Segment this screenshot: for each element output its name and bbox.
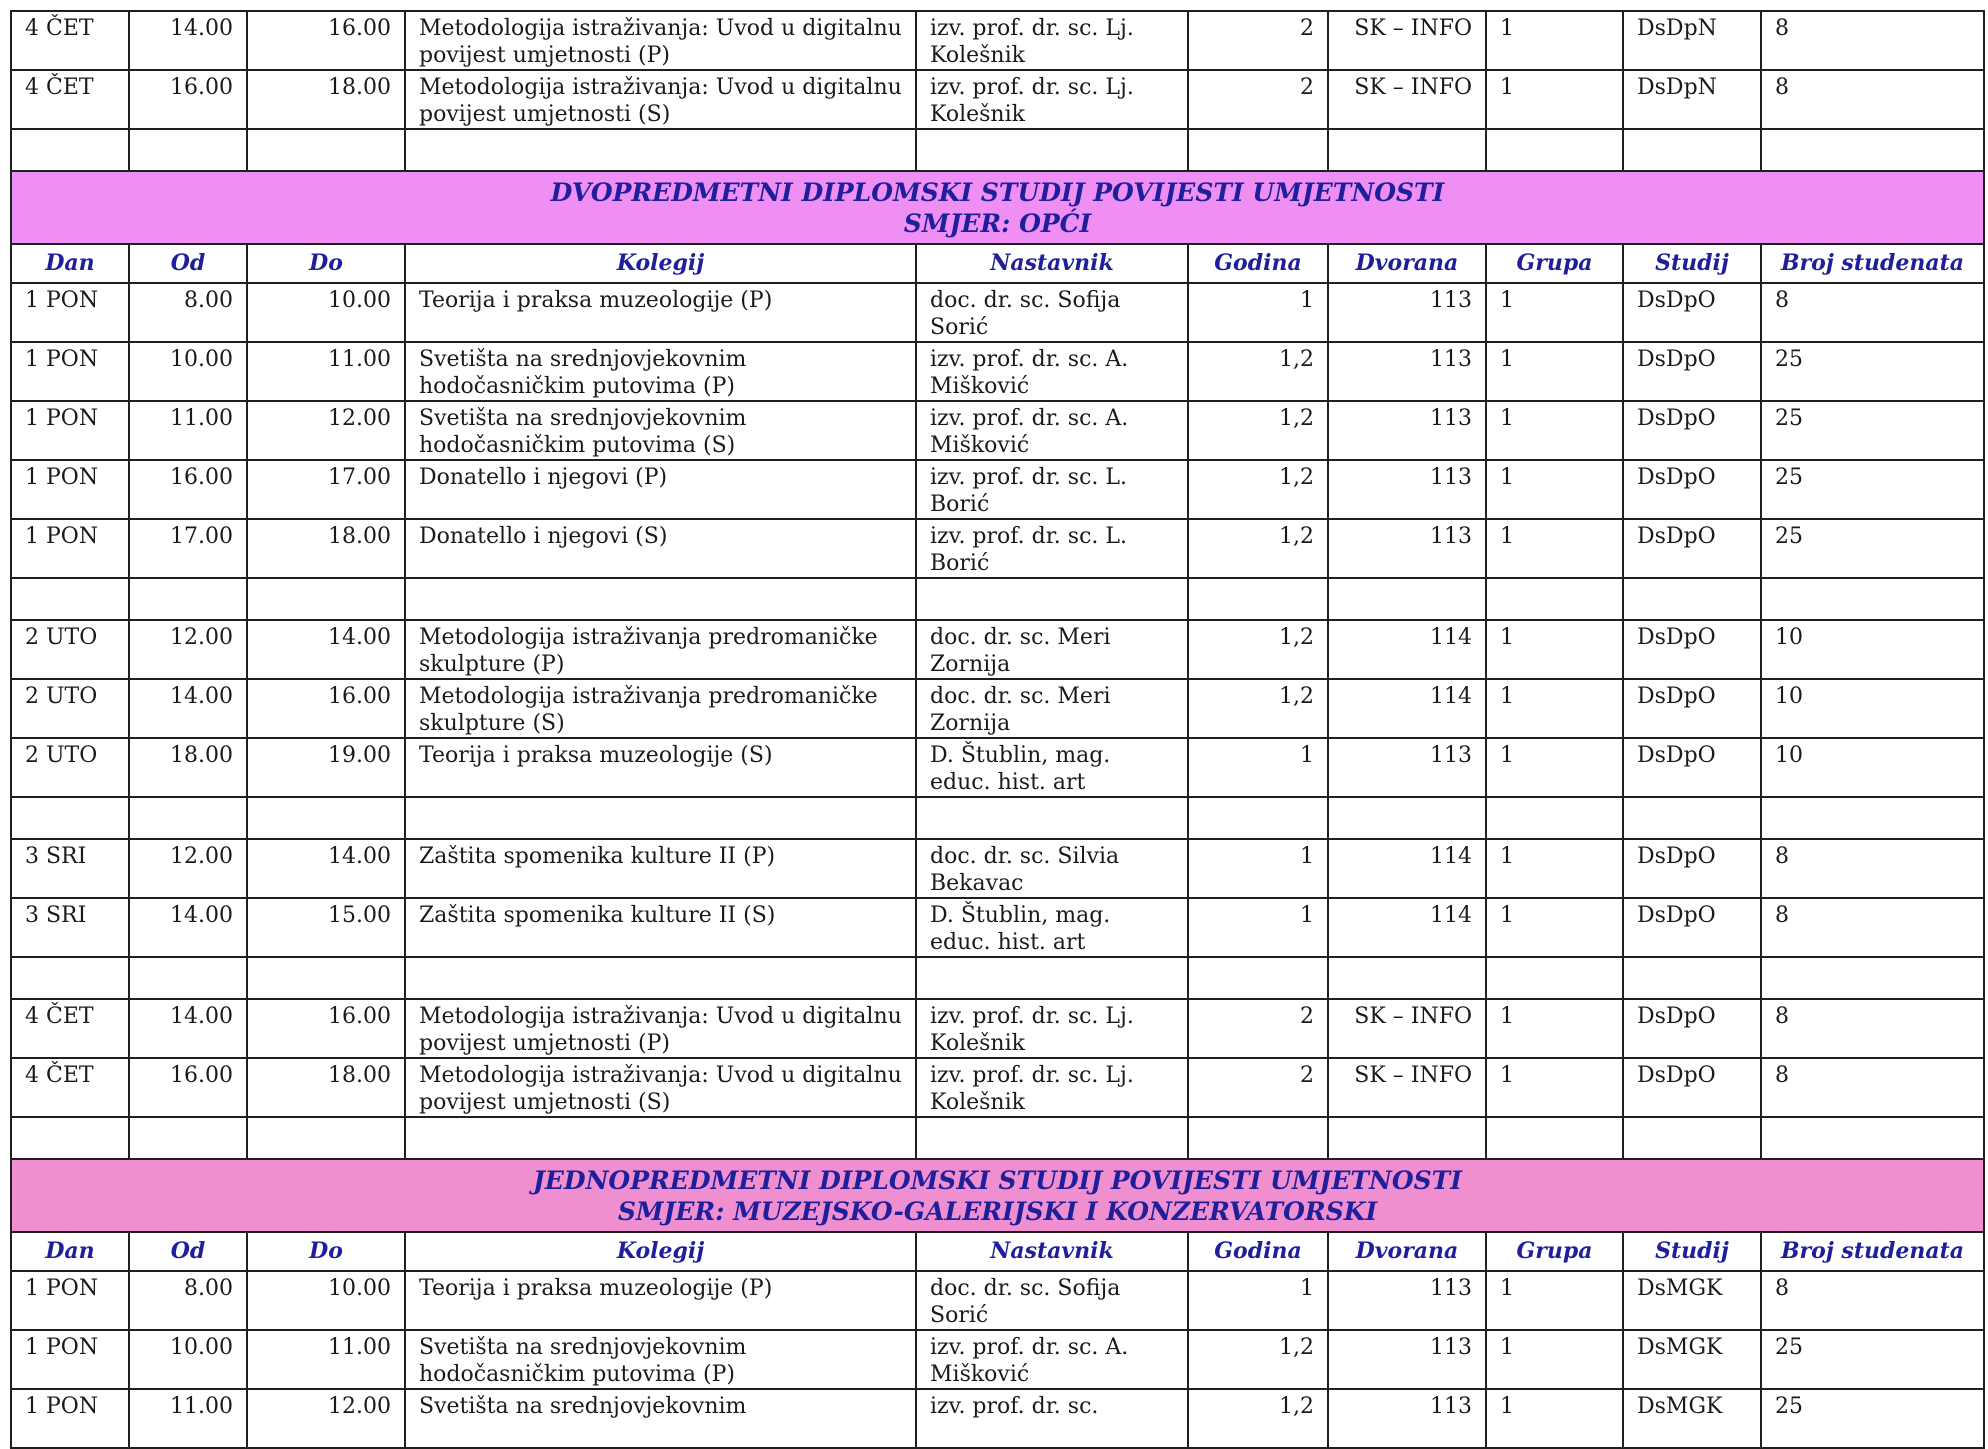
cell-room: 114 bbox=[1328, 679, 1486, 738]
cell-to: 17.00 bbox=[247, 460, 405, 519]
empty-cell bbox=[1486, 1117, 1623, 1159]
empty-cell bbox=[247, 129, 405, 171]
cell-room: 113 bbox=[1328, 460, 1486, 519]
cell-room: 113 bbox=[1328, 519, 1486, 578]
empty-cell bbox=[916, 1117, 1188, 1159]
cell-teacher: izv. prof. dr. sc. Lj. Kolešnik bbox=[916, 1058, 1188, 1117]
empty-cell bbox=[1623, 957, 1761, 999]
cell-group: 1 bbox=[1486, 999, 1623, 1058]
cell-students: 10 bbox=[1761, 738, 1984, 797]
empty-cell bbox=[11, 129, 129, 171]
cell-study: DsDpO bbox=[1623, 283, 1761, 342]
cell-year: 1,2 bbox=[1188, 1389, 1328, 1448]
cell-teacher: izv. prof. dr. sc. A. Mišković bbox=[916, 1330, 1188, 1389]
table-row bbox=[11, 519, 1984, 578]
empty-cell bbox=[405, 578, 916, 620]
section-title-line1: DVOPREDMETNI DIPLOMSKI STUDIJ POVIJESTI UMJETNOSTI bbox=[550, 177, 1445, 207]
empty-cell bbox=[247, 797, 405, 839]
cell-day: 3 SRI bbox=[11, 898, 129, 957]
empty-cell bbox=[1623, 578, 1761, 620]
cell-from: 12.00 bbox=[129, 839, 247, 898]
empty-cell bbox=[916, 578, 1188, 620]
cell-teacher: doc. dr. sc. Meri Zornija bbox=[916, 620, 1188, 679]
cell-day: 1 PON bbox=[11, 1389, 129, 1448]
cell-group: 1 bbox=[1486, 620, 1623, 679]
spacer-row bbox=[11, 957, 1984, 999]
cell-year: 2 bbox=[1188, 11, 1328, 70]
empty-cell bbox=[1328, 957, 1486, 999]
cell-group: 1 bbox=[1486, 70, 1623, 129]
empty-cell bbox=[1761, 797, 1984, 839]
cell-group: 1 bbox=[1486, 1271, 1623, 1330]
cell-day: 1 PON bbox=[11, 519, 129, 578]
empty-cell bbox=[1486, 129, 1623, 171]
cell-teacher: doc. dr. sc. Sofija Sorić bbox=[916, 1271, 1188, 1330]
cell-day: 1 PON bbox=[11, 283, 129, 342]
cell-from: 8.00 bbox=[129, 1271, 247, 1330]
cell-group: 1 bbox=[1486, 401, 1623, 460]
cell-teacher: doc. dr. sc. Silvia Bekavac bbox=[916, 839, 1188, 898]
cell-to: 16.00 bbox=[247, 679, 405, 738]
cell-students: 8 bbox=[1761, 999, 1984, 1058]
cell-to: 11.00 bbox=[247, 1330, 405, 1389]
cell-group: 1 bbox=[1486, 342, 1623, 401]
cell-study: DsDpN bbox=[1623, 11, 1761, 70]
cell-course: Donatello i njegovi (P) bbox=[405, 460, 916, 519]
cell-room: 113 bbox=[1328, 1389, 1486, 1448]
cell-group: 1 bbox=[1486, 1330, 1623, 1389]
cell-year: 1,2 bbox=[1188, 519, 1328, 578]
cell-study: DsDpO bbox=[1623, 738, 1761, 797]
cell-students: 8 bbox=[1761, 839, 1984, 898]
empty-cell bbox=[1761, 578, 1984, 620]
cell-students: 8 bbox=[1761, 283, 1984, 342]
empty-cell bbox=[405, 957, 916, 999]
table-row bbox=[11, 679, 1984, 738]
cell-year: 2 bbox=[1188, 999, 1328, 1058]
cell-teacher: izv. prof. dr. sc. bbox=[916, 1389, 1188, 1448]
empty-cell bbox=[1623, 129, 1761, 171]
cell-teacher: izv. prof. dr. sc. A. Mišković bbox=[916, 401, 1188, 460]
cell-group: 1 bbox=[1486, 898, 1623, 957]
cell-day: 1 PON bbox=[11, 1330, 129, 1389]
cell-room: SK – INFO bbox=[1328, 999, 1486, 1058]
cell-students: 8 bbox=[1761, 70, 1984, 129]
cell-room: 113 bbox=[1328, 401, 1486, 460]
empty-cell bbox=[1486, 797, 1623, 839]
cell-year: 2 bbox=[1188, 70, 1328, 129]
cell-study: DsDpO bbox=[1623, 1058, 1761, 1117]
cell-to: 16.00 bbox=[247, 999, 405, 1058]
cell-year: 1,2 bbox=[1188, 460, 1328, 519]
cell-course: Svetišta na srednjovjekovnim hodočasničkim putovima (P) bbox=[405, 342, 916, 401]
column-header-to: Do bbox=[247, 244, 405, 283]
table-row bbox=[11, 1058, 1984, 1117]
cell-room: 114 bbox=[1328, 898, 1486, 957]
cell-room: 113 bbox=[1328, 283, 1486, 342]
cell-study: DsDpO bbox=[1623, 679, 1761, 738]
table-row bbox=[11, 839, 1984, 898]
table-row bbox=[11, 1330, 1984, 1389]
cell-to: 14.00 bbox=[247, 620, 405, 679]
cell-course: Svetišta na srednjovjekovnim hodočasničkim putovima (S) bbox=[405, 401, 916, 460]
cell-day: 2 UTO bbox=[11, 679, 129, 738]
spacer-row bbox=[11, 797, 1984, 839]
table-row bbox=[11, 283, 1984, 342]
cell-day: 4 ČET bbox=[11, 1058, 129, 1117]
cell-room: 114 bbox=[1328, 620, 1486, 679]
cell-course: Metodologija istraživanja predromaničke skulpture (P) bbox=[405, 620, 916, 679]
cell-from: 8.00 bbox=[129, 283, 247, 342]
cell-students: 10 bbox=[1761, 620, 1984, 679]
cell-from: 16.00 bbox=[129, 1058, 247, 1117]
empty-cell bbox=[916, 797, 1188, 839]
cell-to: 16.00 bbox=[247, 11, 405, 70]
cell-course: Metodologija istraživanja: Uvod u digitalnu povijest umjetnosti (S) bbox=[405, 70, 916, 129]
table-row bbox=[11, 1389, 1984, 1448]
cell-day: 4 ČET bbox=[11, 70, 129, 129]
cell-year: 1,2 bbox=[1188, 342, 1328, 401]
cell-group: 1 bbox=[1486, 738, 1623, 797]
cell-to: 12.00 bbox=[247, 1389, 405, 1448]
cell-students: 8 bbox=[1761, 11, 1984, 70]
cell-group: 1 bbox=[1486, 1058, 1623, 1117]
cell-study: DsDpO bbox=[1623, 999, 1761, 1058]
cell-to: 15.00 bbox=[247, 898, 405, 957]
table-row bbox=[11, 1271, 1984, 1330]
cell-study: DsMGK bbox=[1623, 1271, 1761, 1330]
table-row bbox=[11, 738, 1984, 797]
cell-year: 1,2 bbox=[1188, 620, 1328, 679]
cell-course: Teorija i praksa muzeologije (P) bbox=[405, 1271, 916, 1330]
empty-cell bbox=[129, 797, 247, 839]
cell-study: DsDpO bbox=[1623, 342, 1761, 401]
empty-cell bbox=[247, 578, 405, 620]
section-title bbox=[11, 171, 1984, 244]
cell-to: 19.00 bbox=[247, 738, 405, 797]
cell-from: 17.00 bbox=[129, 519, 247, 578]
cell-course: Teorija i praksa muzeologije (S) bbox=[405, 738, 916, 797]
cell-teacher: doc. dr. sc. Meri Zornija bbox=[916, 679, 1188, 738]
cell-teacher: izv. prof. dr. sc. L. Borić bbox=[916, 460, 1188, 519]
column-header-teacher: Nastavnik bbox=[916, 1232, 1188, 1271]
cell-teacher: izv. prof. dr. sc. Lj. Kolešnik bbox=[916, 999, 1188, 1058]
column-header-row bbox=[11, 1232, 1984, 1271]
cell-year: 1 bbox=[1188, 283, 1328, 342]
cell-course: Metodologija istraživanja: Uvod u digitalnu povijest umjetnosti (P) bbox=[405, 11, 916, 70]
column-header-group: Grupa bbox=[1486, 244, 1623, 283]
cell-room: 113 bbox=[1328, 342, 1486, 401]
empty-cell bbox=[1761, 129, 1984, 171]
cell-from: 14.00 bbox=[129, 11, 247, 70]
empty-cell bbox=[405, 797, 916, 839]
cell-day: 1 PON bbox=[11, 401, 129, 460]
cell-to: 11.00 bbox=[247, 342, 405, 401]
cell-year: 1 bbox=[1188, 1271, 1328, 1330]
empty-cell bbox=[1328, 1117, 1486, 1159]
section-header-row bbox=[11, 1159, 1984, 1232]
column-header-room: Dvorana bbox=[1328, 244, 1486, 283]
cell-to: 18.00 bbox=[247, 519, 405, 578]
cell-course: Svetišta na srednjovjekovnim hodočasničkim putovima (P) bbox=[405, 1330, 916, 1389]
cell-day: 4 ČET bbox=[11, 999, 129, 1058]
cell-from: 14.00 bbox=[129, 999, 247, 1058]
cell-day: 1 PON bbox=[11, 342, 129, 401]
cell-year: 2 bbox=[1188, 1058, 1328, 1117]
cell-from: 14.00 bbox=[129, 898, 247, 957]
empty-cell bbox=[11, 578, 129, 620]
cell-course: Metodologija istraživanja: Uvod u digitalnu povijest umjetnosti (S) bbox=[405, 1058, 916, 1117]
empty-cell bbox=[405, 129, 916, 171]
cell-group: 1 bbox=[1486, 283, 1623, 342]
column-header-group: Grupa bbox=[1486, 1232, 1623, 1271]
cell-day: 4 ČET bbox=[11, 11, 129, 70]
cell-room: 114 bbox=[1328, 839, 1486, 898]
cell-study: DsDpO bbox=[1623, 460, 1761, 519]
table-row bbox=[11, 401, 1984, 460]
empty-cell bbox=[11, 957, 129, 999]
cell-students: 25 bbox=[1761, 519, 1984, 578]
cell-year: 1 bbox=[1188, 738, 1328, 797]
column-header-from: Od bbox=[129, 244, 247, 283]
cell-room: 113 bbox=[1328, 1271, 1486, 1330]
section-title-line2: SMJER: OPĆI bbox=[903, 208, 1092, 238]
cell-group: 1 bbox=[1486, 679, 1623, 738]
cell-study: DsMGK bbox=[1623, 1330, 1761, 1389]
spacer-row bbox=[11, 1117, 1984, 1159]
cell-group: 1 bbox=[1486, 1389, 1623, 1448]
cell-teacher: D. Štublin, mag. educ. hist. art bbox=[916, 738, 1188, 797]
cell-students: 10 bbox=[1761, 679, 1984, 738]
column-header-to: Do bbox=[247, 1232, 405, 1271]
cell-study: DsMGK bbox=[1623, 1389, 1761, 1448]
empty-cell bbox=[11, 797, 129, 839]
cell-room: 113 bbox=[1328, 738, 1486, 797]
column-header-students: Broj studenata bbox=[1761, 244, 1984, 283]
empty-cell bbox=[247, 1117, 405, 1159]
cell-students: 8 bbox=[1761, 1058, 1984, 1117]
column-header-year: Godina bbox=[1188, 1232, 1328, 1271]
cell-to: 12.00 bbox=[247, 401, 405, 460]
empty-cell bbox=[1623, 797, 1761, 839]
cell-study: DsDpO bbox=[1623, 519, 1761, 578]
cell-to: 18.00 bbox=[247, 1058, 405, 1117]
cell-study: DsDpO bbox=[1623, 839, 1761, 898]
table-row bbox=[11, 11, 1984, 70]
cell-group: 1 bbox=[1486, 839, 1623, 898]
empty-cell bbox=[1328, 797, 1486, 839]
cell-course: Donatello i njegovi (S) bbox=[405, 519, 916, 578]
cell-from: 10.00 bbox=[129, 1330, 247, 1389]
table-row bbox=[11, 342, 1984, 401]
cell-from: 18.00 bbox=[129, 738, 247, 797]
cell-students: 25 bbox=[1761, 1330, 1984, 1389]
section-title-line1: JEDNOPREDMETNI DIPLOMSKI STUDIJ POVIJESTI UMJETNOSTI bbox=[533, 1165, 1462, 1195]
empty-cell bbox=[1328, 129, 1486, 171]
empty-cell bbox=[247, 957, 405, 999]
cell-day: 2 UTO bbox=[11, 738, 129, 797]
cell-day: 3 SRI bbox=[11, 839, 129, 898]
column-header-study: Studij bbox=[1623, 244, 1761, 283]
column-header-course: Kolegij bbox=[405, 1232, 916, 1271]
cell-teacher: D. Štublin, mag. educ. hist. art bbox=[916, 898, 1188, 957]
empty-cell bbox=[1761, 957, 1984, 999]
empty-cell bbox=[1486, 578, 1623, 620]
column-header-row bbox=[11, 244, 1984, 283]
cell-course: Metodologija istraživanja: Uvod u digitalnu povijest umjetnosti (P) bbox=[405, 999, 916, 1058]
cell-to: 14.00 bbox=[247, 839, 405, 898]
cell-teacher: izv. prof. dr. sc. A. Mišković bbox=[916, 342, 1188, 401]
cell-room: SK – INFO bbox=[1328, 1058, 1486, 1117]
cell-teacher: doc. dr. sc. Sofija Sorić bbox=[916, 283, 1188, 342]
cell-teacher: izv. prof. dr. sc. L. Borić bbox=[916, 519, 1188, 578]
column-header-from: Od bbox=[129, 1232, 247, 1271]
empty-cell bbox=[129, 129, 247, 171]
cell-group: 1 bbox=[1486, 519, 1623, 578]
section-title bbox=[11, 1159, 1984, 1232]
cell-year: 1 bbox=[1188, 898, 1328, 957]
cell-students: 8 bbox=[1761, 898, 1984, 957]
empty-cell bbox=[129, 578, 247, 620]
cell-year: 1,2 bbox=[1188, 1330, 1328, 1389]
table-row bbox=[11, 460, 1984, 519]
column-header-year: Godina bbox=[1188, 244, 1328, 283]
cell-from: 16.00 bbox=[129, 70, 247, 129]
cell-study: DsDpO bbox=[1623, 401, 1761, 460]
cell-course: Zaštita spomenika kulture II (P) bbox=[405, 839, 916, 898]
schedule-table bbox=[10, 10, 1985, 1449]
column-header-day: Dan bbox=[11, 1232, 129, 1271]
empty-cell bbox=[1188, 957, 1328, 999]
column-header-day: Dan bbox=[11, 244, 129, 283]
empty-cell bbox=[1188, 797, 1328, 839]
cell-study: DsDpN bbox=[1623, 70, 1761, 129]
cell-year: 1 bbox=[1188, 839, 1328, 898]
cell-room: 113 bbox=[1328, 1330, 1486, 1389]
schedule-body bbox=[11, 11, 1984, 1448]
cell-from: 16.00 bbox=[129, 460, 247, 519]
section-title-line2: SMJER: MUZEJSKO-GALERIJSKI I KONZERVATORSKI bbox=[617, 1196, 1378, 1226]
cell-from: 14.00 bbox=[129, 679, 247, 738]
empty-cell bbox=[1188, 129, 1328, 171]
table-row bbox=[11, 620, 1984, 679]
cell-students: 25 bbox=[1761, 342, 1984, 401]
cell-to: 18.00 bbox=[247, 70, 405, 129]
empty-cell bbox=[129, 1117, 247, 1159]
empty-cell bbox=[1623, 1117, 1761, 1159]
cell-year: 1,2 bbox=[1188, 679, 1328, 738]
cell-room: SK – INFO bbox=[1328, 11, 1486, 70]
cell-to: 10.00 bbox=[247, 283, 405, 342]
empty-cell bbox=[1188, 578, 1328, 620]
empty-cell bbox=[1188, 1117, 1328, 1159]
cell-course: Zaštita spomenika kulture II (S) bbox=[405, 898, 916, 957]
cell-students: 25 bbox=[1761, 401, 1984, 460]
cell-to: 10.00 bbox=[247, 1271, 405, 1330]
section-header-row bbox=[11, 171, 1984, 244]
cell-students: 25 bbox=[1761, 1389, 1984, 1448]
empty-cell bbox=[1328, 578, 1486, 620]
cell-course: Teorija i praksa muzeologije (P) bbox=[405, 283, 916, 342]
cell-from: 11.00 bbox=[129, 401, 247, 460]
cell-course: Svetišta na srednjovjekovnim bbox=[405, 1389, 916, 1448]
cell-from: 12.00 bbox=[129, 620, 247, 679]
table-row bbox=[11, 898, 1984, 957]
cell-group: 1 bbox=[1486, 11, 1623, 70]
table-row bbox=[11, 999, 1984, 1058]
table-row bbox=[11, 70, 1984, 129]
spacer-row bbox=[11, 129, 1984, 171]
cell-from: 11.00 bbox=[129, 1389, 247, 1448]
column-header-teacher: Nastavnik bbox=[916, 244, 1188, 283]
cell-study: DsDpO bbox=[1623, 620, 1761, 679]
cell-teacher: izv. prof. dr. sc. Lj. Kolešnik bbox=[916, 11, 1188, 70]
empty-cell bbox=[1486, 957, 1623, 999]
cell-day: 2 UTO bbox=[11, 620, 129, 679]
cell-students: 25 bbox=[1761, 460, 1984, 519]
cell-year: 1,2 bbox=[1188, 401, 1328, 460]
cell-study: DsDpO bbox=[1623, 898, 1761, 957]
cell-students: 8 bbox=[1761, 1271, 1984, 1330]
column-header-students: Broj studenata bbox=[1761, 1232, 1984, 1271]
empty-cell bbox=[1761, 1117, 1984, 1159]
cell-room: SK – INFO bbox=[1328, 70, 1486, 129]
column-header-room: Dvorana bbox=[1328, 1232, 1486, 1271]
spacer-row bbox=[11, 578, 1984, 620]
empty-cell bbox=[916, 129, 1188, 171]
cell-day: 1 PON bbox=[11, 1271, 129, 1330]
column-header-course: Kolegij bbox=[405, 244, 916, 283]
cell-from: 10.00 bbox=[129, 342, 247, 401]
column-header-study: Studij bbox=[1623, 1232, 1761, 1271]
cell-teacher: izv. prof. dr. sc. Lj. Kolešnik bbox=[916, 70, 1188, 129]
cell-course: Metodologija istraživanja predromaničke skulpture (S) bbox=[405, 679, 916, 738]
empty-cell bbox=[916, 957, 1188, 999]
empty-cell bbox=[11, 1117, 129, 1159]
empty-cell bbox=[405, 1117, 916, 1159]
cell-group: 1 bbox=[1486, 460, 1623, 519]
empty-cell bbox=[129, 957, 247, 999]
cell-day: 1 PON bbox=[11, 460, 129, 519]
